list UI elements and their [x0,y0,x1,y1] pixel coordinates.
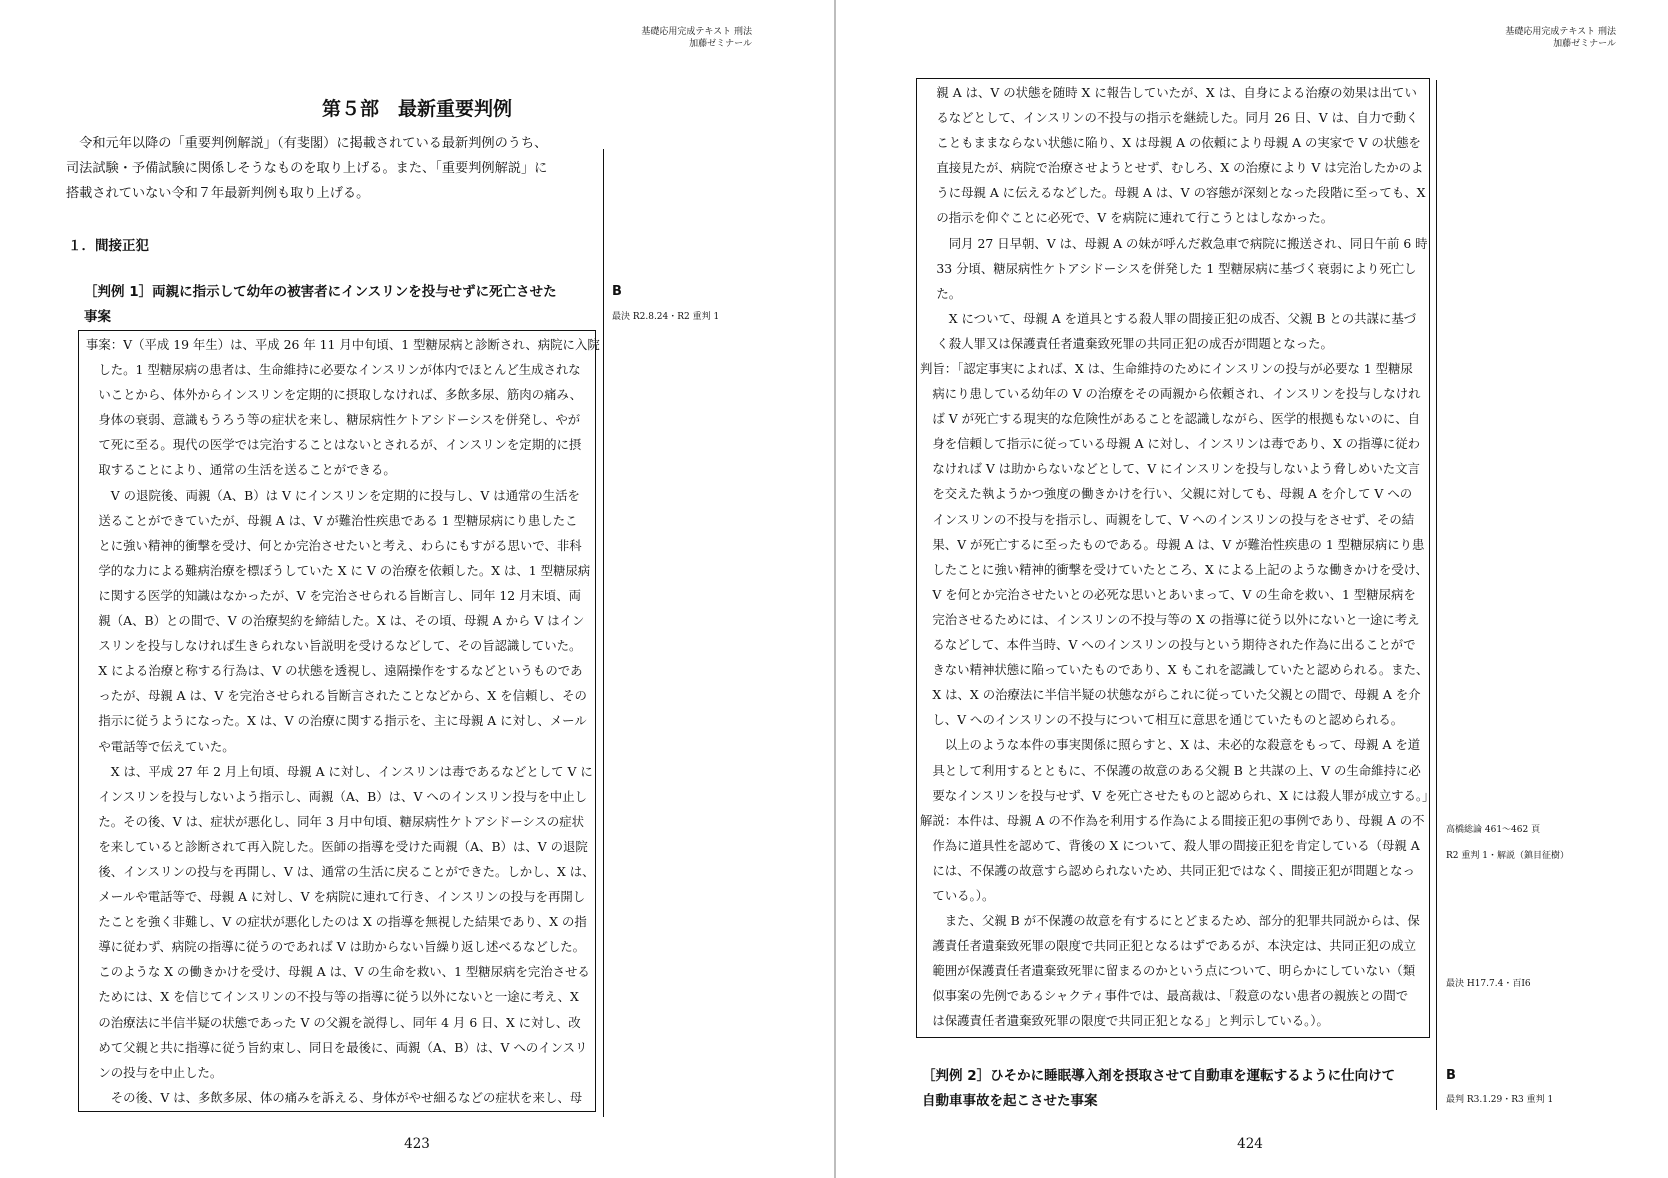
text-line: 学的な力による難病治療を標ぼうしていた X に V の治療を依頼した。X は、1 型糖尿病 [86,562,591,578]
text-line: を交えた執ようかつ強度の働きかけを行い、父親に対しても、母親 A を介して V への [920,486,1413,502]
text-line: 親 A は、V の状態を随時 X に報告していたが、X は、自身による治療の効果は出てい [924,85,1417,100]
text-line: ば V が死亡する現実的な危険性があることを認識しながら、医学的根拠もないのに、自 [920,411,1421,427]
intro-line: 令和元年以降の「重要判例解説」（有斐閣）に掲載されている最新判例のうち、 [66,136,548,151]
text-line: 以上のような本件の事実関係に照らすと、X は、未必的な殺意をもって、母親 A を道 [920,737,1421,753]
text-line: 具として利用するとともに、不保護の故意のある父親 B と共謀の上、V の生命維持に必 [920,762,1421,778]
text-line: また、父親 B が不保護の故意を有するにとどまるため、部分的犯罪共同説からは、保 [920,913,1420,929]
text-line: 直接見たが、病院で治療させようとせず、むしろ、X の治療により V は完治したかのよ [924,160,1424,176]
case-1-title [84,280,557,330]
text-line: 護責任者遺棄致死罪の限度で共同正犯となるはずであるが、本決定は、共同正犯の成立 [920,938,1416,954]
text-line: の指示を仰ぐことに必死で、V を病院に連れて行こうとはしなかった。 [924,210,1334,226]
text-line: なければ V は助からないなどとして、V にインスリンを投与しないよう脅しめいた文言 [920,461,1420,477]
text-line: 解説：本件は、母親 A の不作為を利用する作為による間接正犯の事例であり、母親 A の不 [920,812,1425,828]
text-line: し、V へのインスリンの不投与について相互に意思を通じていたものと認められる。 [920,712,1404,728]
text-line: 要なインスリンを投与せず、V を死亡させたものと認められ、X には殺人罪が成立する。」 [920,787,1435,803]
margin-reference: 最決 H17.7.4・百Ⅰ6 [1446,979,1531,989]
text-line: スリンを投与しなければ生きられない旨説明を受けるなどして、その旨認識していた。 [86,638,582,654]
text-line: その後、V は、多飲多尿、体の痛みを訴える、身体がやせ細るなどの症状を来し、母 [86,1089,583,1105]
text-line: の治療法に半信半疑の状態であった V の父親を説得し、同年 4 月 6 日、X に対し、改 [86,1014,581,1030]
text-line: 後、インスリンの投与を再開し、V は、通常の生活に戻ることができた。しかし、X は、 [86,863,595,879]
facts-text [86,332,600,1110]
text-line: めて父親と共に指導に従う旨約束し、同日を最後に、両親（A、B）は、V へのインスリ [86,1039,588,1055]
text-line: 身を信頼して指示に従っている母親 A に対し、インスリンは毒であり、X の指導に従わ [920,436,1421,452]
case-citation: 最決 R2.8.24・R2 重判 1 [612,312,720,322]
text-line: に関する医学的知識はなかったが、V を完治させられる旨断言し、同年 12 月末頃、両 [86,587,581,603]
text-line: 導に従わず、病院の指導に従うのであれば V は助からない旨繰り返し述べるなどした。 [86,939,586,955]
text-line: には、不保護の故意すら認められないため、共同正犯ではなく、間接正犯が問題となっ [920,862,1415,878]
text-line: X は、平成 27 年 2 月上旬頃、母親 A に対し、インスリンは毒であるなどとして V に [86,763,593,779]
intro-paragraph [66,131,547,206]
text-line: 送ることができていたが、母親 A は、V が難治性疾患である 1 型糖尿病にり患したこ [86,512,578,528]
page-number: 424 [1237,1136,1263,1152]
text-line: 作為に道具性を認めて、背後の X について、殺人罪の間接正犯を肯定している（母親 A [920,837,1420,853]
text-line: V を何とか完治させたいとの必死な思いとあいまって、V の生命を救い、1 型糖尿病を [920,586,1416,602]
text-line: を来していると診断されて再入院した。医師の指導を受けた両親（A、B）は、V の退院 [86,838,588,854]
header-line-1: 基礎応用完成テキスト 刑法 [641,27,752,37]
text-line: 身体の衰弱、意識もうろう等の症状を来し、糖尿病性ケトアシドーシスを併発し、やが [86,412,581,428]
margin-rule [603,149,604,1117]
header-line-1: 基礎応用完成テキスト 刑法 [1505,27,1616,37]
text-line: ンの投与を中止した。 [86,1064,223,1080]
header-line-2: 加藤ゼミナール [1553,39,1616,49]
text-line: いことから、体外からインスリンを定期的に摂取しなければ、多飲多尿、筋肉の痛み、 [86,387,582,403]
text-line: 病にり患している幼年の V の治療をその両親から依頼され、インスリンを投与しなけれ [920,386,1421,402]
text-line: や電話等で伝えていた。 [86,738,235,754]
case-title-line: 事案 [84,309,111,325]
part-title: 第５部 最新重要判例 [321,98,512,120]
text-line: 33 分頃、糖尿病性ケトアシドーシスを併発した 1 型糖尿病に基づく衰弱により死亡し [924,260,1417,276]
text-line: 取することにより、通常の生活を送ることができる。 [86,462,396,478]
case-2-title [922,1064,1395,1114]
text-line: X について、母親 A を道具とする殺人罪の間接正犯の成否、父親 B との共謀に基づ [924,310,1417,326]
holding-and-commentary [920,356,1434,1034]
text-line: 同月 27 日早朝、V は、母親 A の妹が呼んだ救急車で病院に搬送され、同日午前 6 時 [924,235,1428,251]
text-line: こともままならない状態に陥り、X は母親 A の依頼により母親 A の実家で V の状態を [924,135,1421,151]
text-line: たことを強く非難し、V の症状が悪化したのは X の指導を無視した結果であり、X の指 [86,914,587,930]
page-header [1505,26,1616,50]
page-header [641,26,752,50]
text-line: るなどして、本件当時、V へのインスリンの投与という期待された作為に出ることがで [920,637,1416,653]
text-line: て死に至る。現代の医学では完治することはないとされるが、インスリンを定期的に摂 [86,437,582,453]
text-line: ったが、母親 A は、V を完治させられる旨断言されたことなどから、X を信頼し、その [86,688,587,704]
header-line-2: 加藤ゼミナール [689,39,752,49]
intro-line: 司法試験・予備試験に関係しそうなものを取り上げる。また、「重要判例解説」に [66,161,548,176]
text-line: 似事案の先例であるシャクティ事件では、最高裁は、「殺意のない患者の親族との間で [920,988,1409,1004]
text-line: 完治させるためには、インスリンの不投与等の X の指導に従う以外にないと一途に考え [920,611,1420,627]
text-line: このような X の働きかけを受け、母親 A は、V の生命を救い、1 型糖尿病を完治させる [86,964,590,980]
importance-rank: B [612,284,622,299]
case-citation: 最判 R3.1.29・R3 重判 1 [1446,1095,1554,1105]
text-line: うに母親 A に伝えるなどした。母親 A は、V の容態が深刻となった段階に至っても、X [924,185,1426,201]
importance-rank: B [1446,1068,1456,1083]
text-line: とに強い精神的衝撃を受け、何とか完治させたいと考え、わらにもすがる思いで、非科 [86,537,582,553]
text-line: 範囲が保護責任者遺棄致死罪に留まるのかという点について、明らかにしていない（類 [920,963,1416,979]
text-line: インスリンの不投与を指示し、両親をして、V へのインスリンの投与をさせず、その結 [920,511,1415,527]
case-title-line: ［判例 1］両親に指示して幼年の被害者にインスリンを投与せずに死亡させた [84,284,557,300]
text-line: した。1 型糖尿病の患者は、生命維持に必要なインスリンが体内でほとんど生成されな [86,362,581,378]
text-line: インスリンを投与しないよう指示し、両親（A、B）は、V へのインスリン投与を中止し [86,788,588,804]
text-line: したことに強い精神的衝撃を受けていたところ、X による上記のような働きかけを受け、 [920,561,1428,577]
case-title-line: ［判例 2］ひそかに睡眠導入剤を摂取させて自動車を運転するように仕向けて [922,1068,1396,1084]
text-line: く殺人罪又は保護責任者遺棄致死罪の共同正犯の成否が問題となった。 [924,335,1333,351]
text-line: ている。）。 [920,887,995,903]
text-line: た。その後、V は、症状が悪化し、同年 3 月中旬頃、糖尿病性ケトアシドーシスの症状 [86,813,585,829]
text-line: 親（A、B）との間で、V の治療契約を締結した。X は、その頃、母親 A から V はイン [86,613,585,629]
text-line: るなどとして、インスリンの不投与の指示を継続した。同月 26 日、V は、自力で動く [924,110,1419,126]
text-line: ためには、X を信じてインスリンの不投与等の指導に従う以外にないと一途に考え、X [86,989,579,1005]
facts-text-continued [924,80,1428,356]
text-line: 判旨：「認定事実によれば、X は、生命維持のためにインスリンの投与が必要な 1 型糖尿 [920,361,1413,376]
intro-line: 搭載されていない令和７年最新判例も取り上げる。 [66,186,370,201]
section-heading: １．間接正犯 [68,238,149,254]
text-line: 事案：V（平成 19 年生）は、平成 26 年 11 月中旬頃、1 型糖尿病と診断され、病院に入院 [86,337,600,352]
margin-reference: 高橋総論 461～462 頁 [1446,825,1541,835]
page-number: 423 [404,1136,430,1152]
text-line: X は、X の治療法に半信半疑の状態ながらこれに従っていた父親との間で、母親 A を介 [920,687,1421,703]
text-line: メールや電話等で、母親 A に対し、V を病院に連れて行き、インスリンの投与を再開し [86,889,586,905]
text-line: V の退院後、両親（A、B）は V にインスリンを定期的に投与し、V は通常の生活を [86,487,580,503]
margin-rule [1436,80,1437,1110]
text-line: 指示に従うようになった。X は、V の治療に関する指示を、主に母親 A に対し、メール [86,713,587,729]
margin-reference: R2 重判 1・解説（鎮目征樹） [1446,851,1569,861]
case-title-line: 自動車事故を起こさせた事案 [922,1093,1098,1109]
text-line: た。 [924,285,962,301]
right-page [836,0,1668,1178]
text-line: 果、V が死亡するに至ったものである。母親 A は、V が難治性疾患の 1 型糖尿病にり患 [920,536,1425,552]
text-line: は保護責任者遺棄致死罪の限度で共同正犯となる」と判示している。）。 [920,1013,1329,1029]
text-line: X による治療と称する行為は、V の状態を透視し、遠隔操作をするなどというものであ [86,663,583,679]
text-line: きない精神状態に陥っていたものであり、X もこれを認識していたと認められる。また、 [920,662,1429,678]
